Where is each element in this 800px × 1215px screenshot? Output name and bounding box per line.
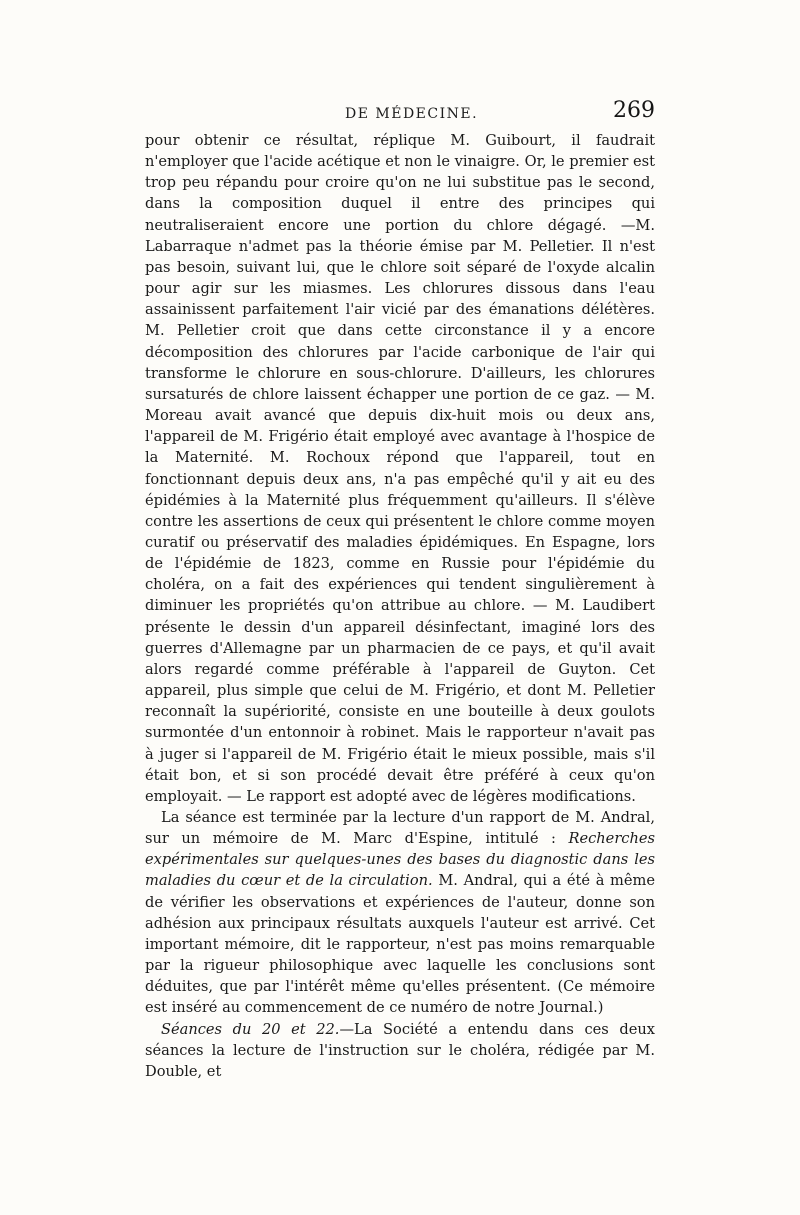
paragraph-guibourt-reply [145, 130, 655, 807]
paragraph-text: pour obtenir ce résultat, réplique M. Guibourt, il faudrait n'employer que l'acide acétique et non le vinaigre. Or, le premier est trop peu répandu pour croire qu'on ne lui substitue pas le second, dans la composition duquel il entre des principes qui neutraliseraient encore une portion du chlore dégagé. —M. Labarraque n'admet pas la théorie émise par M. Pelletier. Il n'est pas besoin, suivant lui, que le chlore soit séparé de l'oxyde alcalin pour agir sur les miasmes. Les chlorures dissous dans l'eau assainissent parfaitement l'air vicié par des émanations délétères. M. Pelletier croit que dans cette circonstance il y a encore décomposition des chlorures par l'acide carbonique de l'air qui transforme le chlorure en sous-chlorure. D'ailleurs, les chlorures sursaturés de chlore laissent échapper une portion de ce gaz. — M. Moreau avait avancé que depuis dix-huit mois ou deux ans, l'appareil de M. Frigério était employé avec avantage à l'hospice de la Maternité. M. Rochoux répond que l'appareil, tout en fonctionnant depuis deux ans, n'a pas empêché qu'il y ait eu des épidémies à la Maternité plus fréquemment qu'ailleurs. Il s'élève contre les assertions de ceux qui présentent le chlore comme moyen curatif ou préservatif des maladies épidémiques. En Espagne, lors de l'épidémie de 1823, comme en Russie pour l'épidémie du choléra, on a fait des expériences qui tendent singulièrement à diminuer les propriétés qu'on attribue au chlore. — M. Laudibert présente le dessin d'un appareil désinfectant, imaginé lors des guerres d'Allemagne par un pharmacien de ce pays, et qu'il avait alors regardé comme préférable à l'appareil de Guyton. Cet appareil, plus simple que celui de M. Frigério, et dont M. Pelletier reconnaît la supériorité, consiste en une bouteille à deux goulots surmontée d'un entonnoir à robinet. Mais le rapporteur n'avait pas à juger si l'appareil de M. Frigério était le mieux possible, mais s'il était bon, et si son procédé devait être préféré à ceux qu'on employait. — Le rapport est adopté avec de légères modifications. [145, 132, 655, 805]
running-head: DE MÉDECINE. [345, 106, 479, 122]
paragraph-text-before: La séance est terminée par la lecture d'un rapport de M. Andral, sur un mémoire de M. Marc d'Espine, intitulé : [145, 809, 655, 848]
body-text [145, 130, 655, 1082]
paragraph-text-after: M. Andral, qui a été à même de vérifier les observations et expériences de l'auteur, donne son adhésion aux principaux résultats auxquels l'auteur est arrivé. Cet important mémoire, dit le rapporteur, n'est pas moins remarquable par la rigueur philosophique avec laquelle les conclusions sont déduites, que par l'intérêt même qu'elles présentent. (Ce mémoire est inséré au commencement de ce numéro de notre Journal.) [145, 872, 656, 1017]
paragraph-seances [145, 1019, 655, 1082]
page-header [145, 96, 655, 132]
memoir-title: Recherches expérimentales sur quelques-unes des bases du diagnostic dans les maladies du cœur et de la circulation. [145, 830, 655, 890]
paragraph-andral-report [145, 807, 655, 1019]
page-number: 269 [613, 98, 655, 123]
session-dates: Séances du 20 et 22. [161, 1020, 340, 1038]
paragraph-text-after: —La Société a entendu dans ces deux séances la lecture de l'instruction sur le choléra, rédigée par M. Double, et [145, 1020, 655, 1080]
